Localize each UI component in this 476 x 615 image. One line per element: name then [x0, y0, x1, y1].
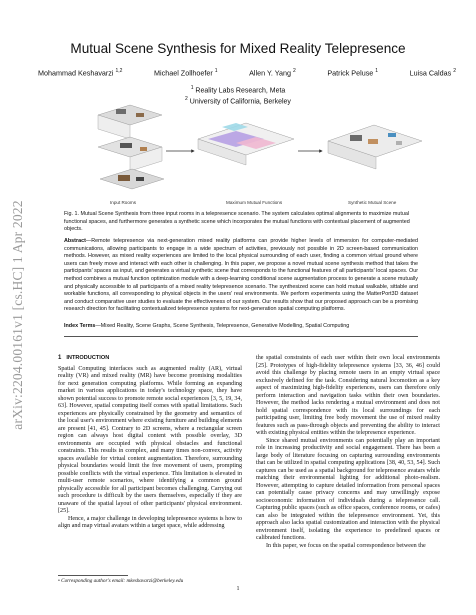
- author-list: [38, 68, 456, 77]
- paragraph: the spatial constraints of each user within their own local environments [25]. Prototypes of high-fidelity telepresence systems [33, 36, 46] could avoid this challenge by placing remote users in an empty virtual space exclusively defined for the task. Considering natural locomotion as a key aspect of maximizing high-fidelity experiences, users can therefore only perform interaction and navigation tasks within their own boundaries. However, the method lacks rendering a mutual environment and does not hold spatial correspondence with its local surroundings for each participating user, limiting free body movement the use of mixed reality features such as pass-through objects and preventing the ability to interact with existing physical entities within the telepresence experience.: [256, 355, 440, 436]
- input-room-1: [98, 105, 162, 139]
- author: Patrick Peluse $^1$: [327, 68, 379, 78]
- figure-label: Fig. 1.: [64, 211, 79, 217]
- input-room-3: [100, 169, 164, 189]
- input-rooms-label: Input Rooms: [110, 200, 137, 205]
- figure-caption-text: Mutual Scene Synthesis from three input rooms in a telepresence scenario. The system calculates optimal alignments to maximize mutual functional spaces, and furthermore generates a synthetic scene which incorporates the mutual functions with contextual placement of augmented objects.: [64, 211, 410, 233]
- affiliation: $^2$ University of California, Berkeley: [185, 96, 291, 106]
- author: Michael Zollhoefer $^1$: [154, 68, 218, 78]
- index-terms: [64, 323, 418, 331]
- abstract-label: Abstract: [64, 238, 86, 244]
- figure-caption: [64, 211, 418, 234]
- section-heading: 1 INTRODUCTION: [58, 355, 110, 361]
- mutual-functions-label: Maximum Mutual Functions: [226, 200, 283, 205]
- arxiv-sidebar: [6, 150, 30, 480]
- index-terms-text: —Mixed Reality, Scene Graphs, Scene Synthesis, Telepresence, Generative Modelling, Spatial Computing: [95, 323, 350, 329]
- paragraph: In this paper, we focus on the spatial correspondence between the: [266, 542, 426, 549]
- affiliation: $^1$ Reality Labs Research, Meta: [190, 85, 286, 95]
- right-column: [256, 355, 440, 550]
- paper-title: Mutual Scene Synthesis for Mixed Reality Telepresence: [70, 41, 406, 56]
- author: Mohammad Keshavarzi $^{1,2}$: [38, 68, 123, 78]
- abstract-text: —Remote telepresence via next-generation mixed reality platforms can provide higher levels of immersion for computer-mediated communications, allowing participants to engage in a wide spectrum of activities, previously not possible in 2D screen-based communication methods. However, as mixed reality experiences are limited to the local physical surrounding of each user, finding a common virtual ground where users can freely move and interact with each other is challenging. In this paper, we propose a novel mutual scene synthesis method that takes the participants' spaces as input, and generates a virtual synthetic scene that corresponds to the functional features of all participants' local spaces. Our method combines a mutual function optimization module with a deep-learning conditional scene augmentation process to generate a scene mutually and physically accessible to all participants of a mixed reality telepresence scenario. The synthesized scene can hold mutual walkable, sittable and workable functions, all corresponding to physical objects in the users' real environments. We perform experiments using the MatterPort3D dataset and conduct comparative user studies to evaluate the effectiveness of our system. Our results show that our proposed approach can be a promising research direction for facilitating contextualized telepresence systems for next-generation spatial computing platforms.: [64, 238, 418, 313]
- paragraph: Hence, a major challenge in developing telepresence systems is how to align and map virtual avatars within a target space, while addressing: [58, 515, 242, 529]
- paragraph: Spatial Computing interfaces such as augmented reality (AR), virtual reality (VR) and mixed reality (MR) have become promising modalities for next generation computing platforms. While forming an expanding market in various applications in today's technology space, they have shown potential success to promote remote social experiences [3, 5, 19, 34, 63]. However, spatial computing itself comes with spatial limitations. Such experiences are physically constrained by the geometry and semantics of the local user's environment where existing furniture and building elements are present [41, 45]. Contrary to 2D screens, where a rectangular screen region can always host digital content with possible overlay, 3D environments are occupied with physical obstacles and functional constraints. This results in complex, and many times non-convex, activity spaces available for virtual content augmentation. Therefore, surrounding physical boundaries would limit the free movement of users, prompting possible conflicts with the virtual experience. This limitation is elevated in multi-user remote scenarios, where identifying a common ground physically accessible for all participant becomes challenging. Carrying out such procedure is difficult by the users themselves, especially if they are unaware of the spatial layout of other participants' physical environment. [25].: [58, 365, 242, 514]
- synthetic-scene: [328, 125, 422, 169]
- left-column: [58, 355, 242, 531]
- arxiv-identifier: arXiv:2204.00161v1 [cs.HC] 1 Apr 2022: [10, 200, 25, 430]
- abstract: [64, 238, 418, 314]
- author: Allen Y. Yang $^2$: [249, 68, 296, 78]
- index-terms-label: Index Terms: [64, 323, 96, 329]
- page-number: 1: [236, 586, 240, 592]
- synthetic-scene-label: Synthetic Mutual Scene: [348, 200, 397, 205]
- footnote-divider: [58, 575, 128, 576]
- teaser-figure: [96, 103, 426, 199]
- mutual-function-map: [198, 123, 294, 165]
- paragraph: Since shared mutual environments can potentially play an important role in increasing productivity and social engagement. There has been a large body of literature focusing on capturing surrounding environments that can be utilized in spatial computing applications [38, 40, 53, 54]. Such captures can be used as a spatial background for telepresence avatars while matching their environmental lighting for additional photo-realism. However, attempting to capture detailed information from personal spaces can potentially cause privacy concerns and may unwillingly expose socioeconomic information of individuals during a telepresence call. Capturing public spaces (such as office spaces, conference rooms, or cafes) can also be integrated within the telepresence environment. Yet, this approach also lacks spatial customization and interaction with the physical environment itself, isolating the experience to predefined spaces or calibrated functions.: [256, 437, 440, 541]
- input-room-2: [98, 137, 162, 171]
- footnote: • Corresponding author's email: mkeshavarzi@berkeley.edu: [58, 578, 184, 584]
- divider: [64, 336, 418, 337]
- author: Luisa Caldas $^2$: [409, 68, 456, 78]
